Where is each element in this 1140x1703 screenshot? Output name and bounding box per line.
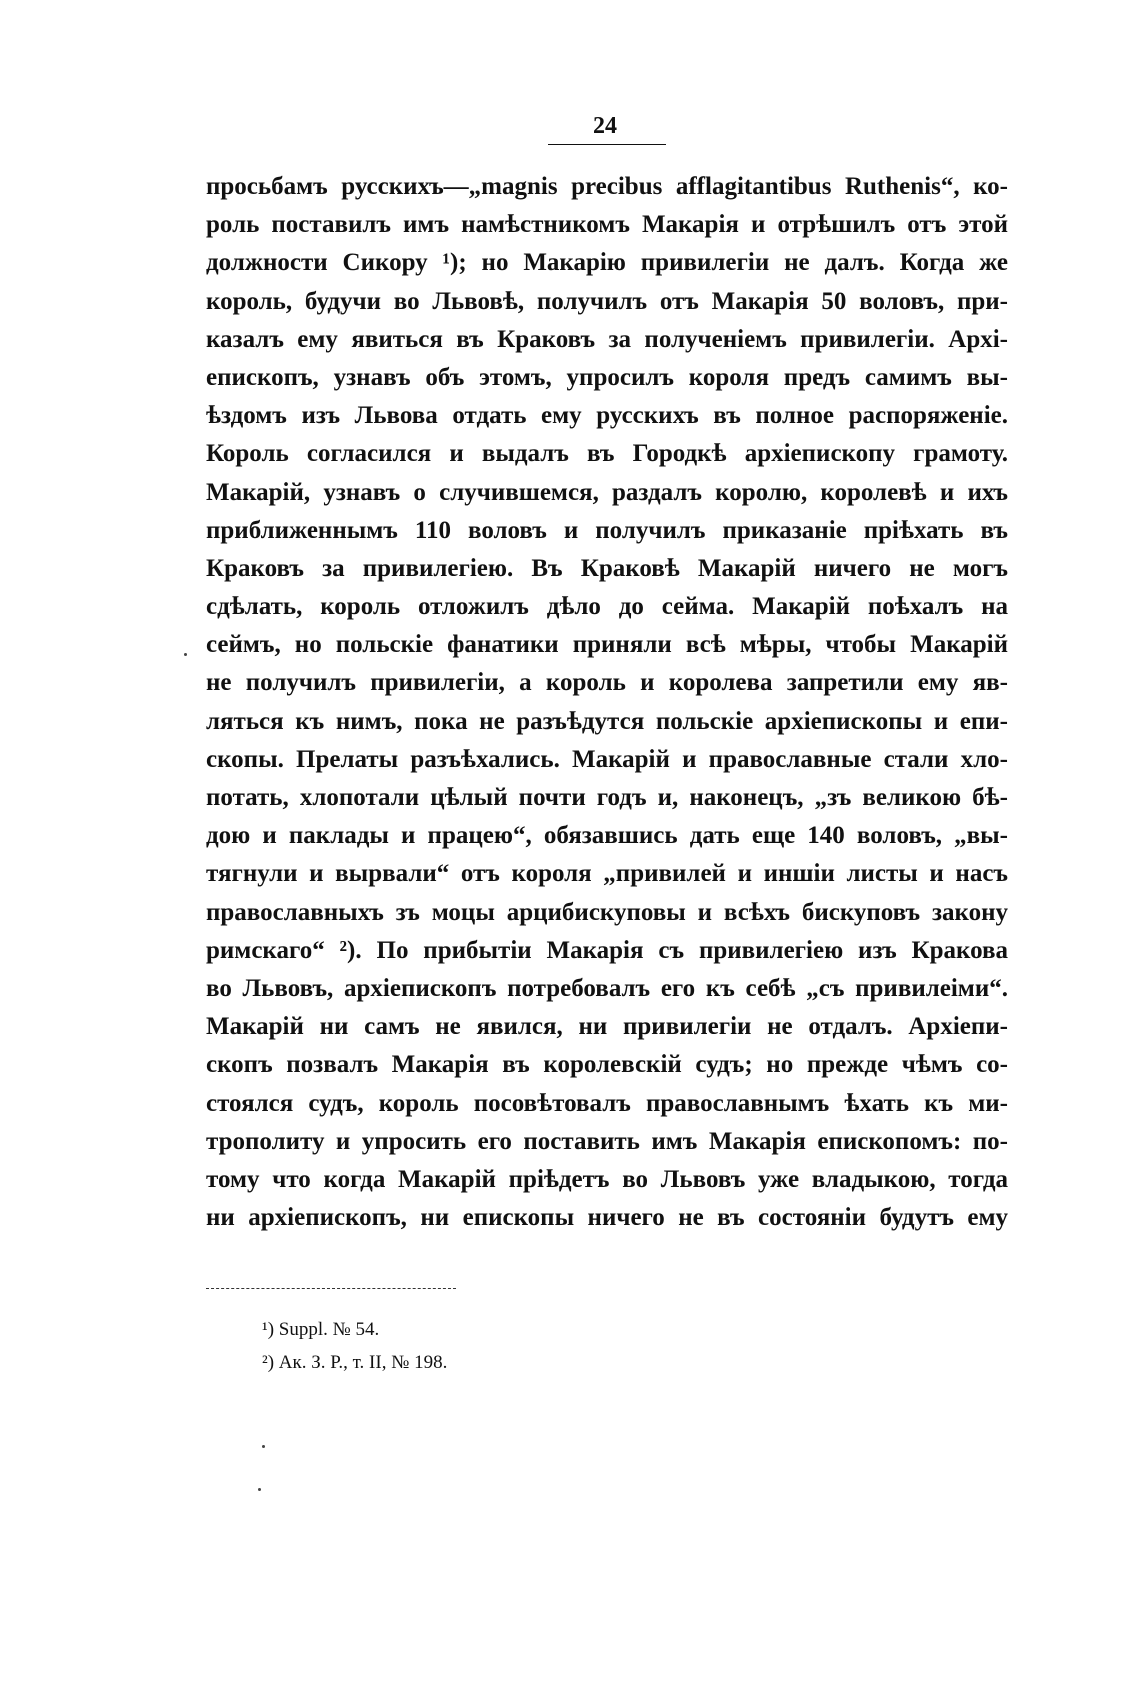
print-speck [258, 1488, 261, 1491]
page-number-rule [548, 144, 666, 145]
text-line: тому что когда Макарій пріѣдетъ во Львовъ уже владыкою, тогда [206, 1165, 1008, 1193]
text-line: ѣздомъ изъ Львова отдать ему русскихъ въ полное распоряженіе. [206, 402, 1008, 430]
text-line: Макарій, узнавъ о случившемся, раздалъ королю, королевѣ и ихъ [206, 478, 1008, 506]
text-line: просьбамъ русскихъ—„magnis precibus afflagitantibus Ruthenis“, ко- [206, 173, 1008, 200]
text-line: стоялся судъ, король посовѣтовалъ православнымъ ѣхать къ ми- [206, 1089, 1008, 1117]
text-line: Король согласился и выдалъ въ Городкѣ архіепископу грамоту. [206, 440, 1008, 468]
text-line: ни архіепископъ, ни епископы ничего не въ состояніи будутъ ему [206, 1204, 1008, 1232]
text-line: дою и паклады и працею“, обязавшись дать еще 140 воловъ, „вы- [206, 822, 1008, 850]
footnote: ²) Ак. З. Р., т. II, № 198. [262, 1352, 448, 1373]
text-line: король, будучи во Львовѣ, получилъ отъ Макарія 50 воловъ, при- [206, 287, 1008, 315]
text-line: должности Сикору ¹); но Макарію привилегіи не далъ. Когда же [206, 249, 1008, 277]
footnotes [262, 1313, 662, 1379]
text-line: Краковъ за привилегіею. Въ Краковѣ Макарій ничего не могъ [206, 554, 1008, 582]
text-line: сдѣлать, король отложилъ дѣло до сейма. Макарій поѣхалъ на [206, 593, 1008, 621]
text-line: трополиту и упросить его поставить имъ Макарія епископомъ: по- [206, 1127, 1008, 1155]
text-line: роль поставилъ имъ намѣстникомъ Макарія и отрѣшилъ отъ этой [206, 211, 1008, 239]
print-speck [184, 653, 187, 656]
text-line: ляться къ нимъ, пока не разъѣдутся польскіе архіепископы и епи- [206, 707, 1008, 735]
footnote-separator [206, 1288, 456, 1289]
print-speck [262, 1445, 265, 1448]
text-line: приближеннымъ 110 воловъ и получилъ приказаніе пріѣхать въ [206, 516, 1008, 544]
text-line: не получилъ привилегіи, а король и королева запретили ему яв- [206, 669, 1008, 697]
text-line: сеймъ, но польскіе фанатики приняли всѣ мѣры, чтобы Макарій [206, 631, 1008, 659]
text-line: православныхъ зъ моцы арцибискуповы и всѣхъ бискуповъ закону [206, 898, 1008, 926]
text-line: во Львовъ, архіепископъ потребовалъ его къ себѣ „съ привилеіми“. [206, 974, 1008, 1002]
text-line: Макарій ни самъ не явился, ни привилегіи не отдалъ. Архіепи- [206, 1013, 1008, 1041]
main-text [206, 168, 1008, 1237]
text-line: казалъ ему явиться въ Краковъ за полученіемъ привилегіи. Архі- [206, 325, 1008, 353]
footnote: ¹) Suppl. № 54. [262, 1319, 380, 1340]
text-line: римскаго“ ²). По прибытіи Макарія съ привилегіею изъ Кракова [206, 936, 1008, 964]
text-line: скопъ позвалъ Макарія въ королевскій судъ; но прежде чѣмъ со- [206, 1051, 1008, 1079]
text-line: потать, хлопотали цѣлый почти годъ и, наконецъ, „зъ великою бѣ- [206, 784, 1008, 811]
text-line: епископъ, узнавъ объ этомъ, упросилъ короля предъ самимъ вы- [206, 363, 1008, 391]
page-number: 24 [593, 113, 617, 139]
text-line: скопы. Прелаты разъѣхались. Макарій и православные стали хло- [206, 745, 1008, 773]
text-line: тягнули и вырвали“ отъ короля „привилей и иншіи листы и насъ [206, 860, 1008, 888]
